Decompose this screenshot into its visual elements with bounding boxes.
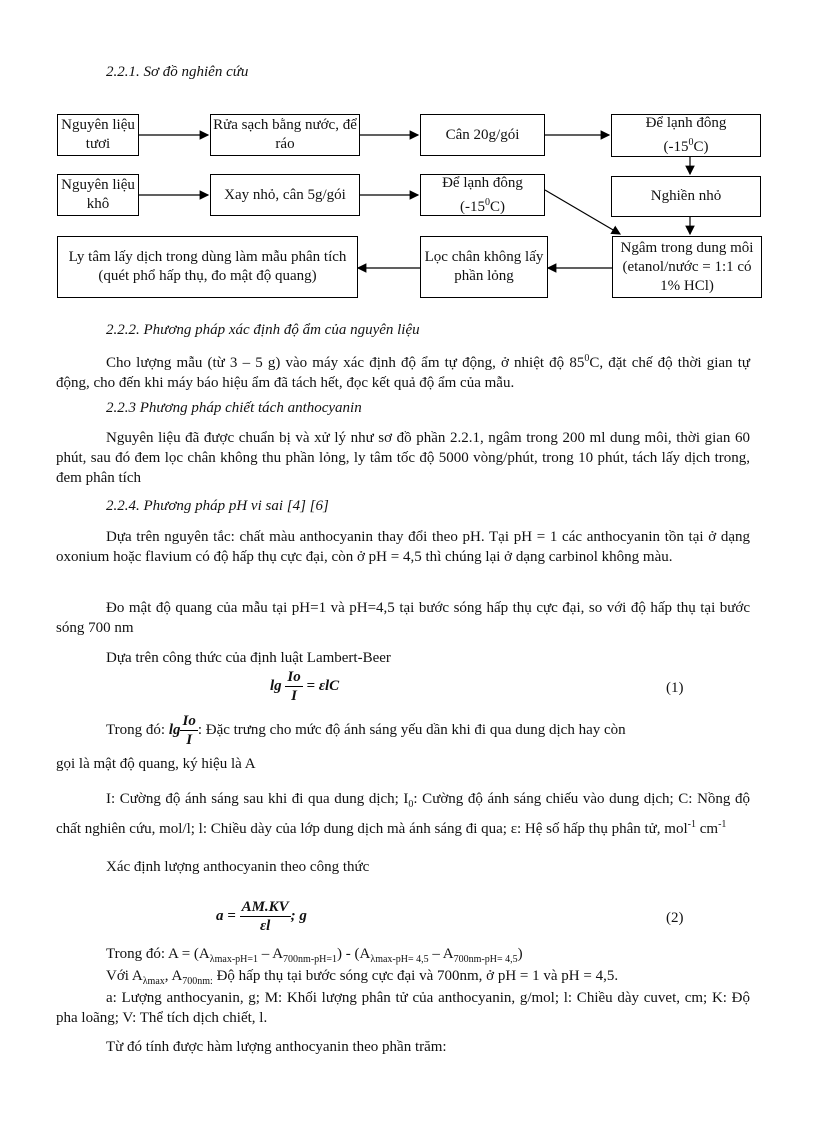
paragraph-lambert-beer: Dựa trên công thức của định luật Lambert-Beer	[106, 650, 391, 666]
section-2-2-4-heading: 2.2.4. Phương pháp pH vi sai [4] [6]	[106, 498, 329, 514]
flow-box-wash: Rửa sạch bằng nước, để ráo	[210, 114, 360, 156]
paragraph-measure: Đo mật độ quang của mẫu tại pH=1 và pH=4,5 tại bước sóng hấp thụ cực đại, so với độ hấp thụ tại bước sóng 700 nm	[56, 600, 750, 636]
flow-box-freeze-2: Để lạnh đông $(-15^0C)$	[420, 174, 545, 216]
paragraph-moisture: Cho lượng mẫu (từ 3 – 5 g) vào máy xác định độ ẩm tự động, ở nhiệt độ $85^0C$, đặt chế độ thời gian tự động, cho đến khi máy báo hiệu ẩm đã tách hết, đọc kết quả độ ẩm của mẫu.	[56, 353, 750, 391]
paragraph-where-2: Trong đó: $A = (A_{\lambda max-pH=1} - A_{700nm-pH=1}) - (A_{\lambda max-pH= 4,5} - A_{700nm-pH= 4,5})$	[106, 946, 523, 965]
flow-box-grind-weigh: Xay nhỏ, cân 5g/gói	[210, 174, 360, 216]
section-2-2-1-heading: 2.2.1. Sơ đồ nghiên cứu	[106, 64, 249, 80]
flow-box-soak-solvent: Ngâm trong dung môi (etanol/nước = 1:1 có 1% HCl)	[612, 236, 762, 298]
equation-2: a = $\frac{AM.KV}{\varepsilon l}$ ; g	[216, 899, 307, 934]
flow-box-weigh-20g: Cân 20g/gói	[420, 114, 545, 156]
flow-box-freeze-1: Để lạnh đông $(-15^0C)$	[611, 114, 761, 157]
flow-box-fresh-material: Nguyên liệu tươi	[57, 114, 139, 156]
paragraph-variables: a: Lượng anthocyanin, g; M: Khối lượng phân tử của anthocyanin, g/mol; l: Chiều dày cuvet, cm; K: Độ pha loãng; V: Thể tích dịch chiết, l.	[56, 990, 750, 1026]
section-2-2-3-heading: 2.2.3 Phương pháp chiết tách anthocyanin	[106, 400, 362, 416]
section-2-2-2-heading: 2.2.2. Phương pháp xác định độ ẩm của nguyên liệu	[106, 322, 420, 338]
paragraph-optical-density: gọi là mật độ quang, ký hiệu là A	[56, 756, 256, 772]
flow-box-crush: Nghiền nhỏ	[611, 176, 761, 217]
flow-box-vacuum-filter: Lọc chân không lấy phần lỏng	[420, 236, 548, 298]
flow-box-centrifuge: Ly tâm lấy dịch trong dùng làm mẫu phân tích (quét phổ hấp thụ, đo mật độ quang)	[57, 236, 358, 298]
paragraph-definitions: I: Cường độ ánh sáng sau khi đi qua dung dịch; $I_0$: Cường độ ánh sáng chiếu vào dung dịch; C: Nồng độ chất nghiên cứu, mol/l; l: Chiều dày của lớp dung dịch mà ánh sáng đi qua; ε: Hệ số hấp thụ phân tử, mol$^{-1}$ $cm^{-1}$	[56, 791, 751, 837]
flow-box-dry-material: Nguyên liệu khô	[57, 174, 139, 216]
paragraph-with: Với $A_{\lambda max}$, $A_{700nm:}$ Độ hấp thụ tại bước sóng cực đại và 700nm, ở pH = 1 và pH = 4,5.	[106, 968, 619, 987]
paragraph-extraction: Nguyên liệu đã được chuẩn bị và xử lý như sơ đồ phần 2.2.1, ngâm trong 200 ml dung môi, thời gian 60 phút, sau đó đem lọc chân không thu phần lỏng, ly tâm tốc độ 5000 vòng/phút, trong 10 phút, tách lấy dịch trong, đem phân tích	[56, 430, 750, 486]
equation-1-number: (1)	[666, 680, 684, 696]
paragraph-determine: Xác định lượng anthocyanin theo công thức	[106, 859, 370, 875]
paragraph-percent: Từ đó tính được hàm lượng anthocyanin theo phần trăm:	[106, 1039, 447, 1055]
equation-1: lg $\frac{Io}{I}$ = εlC	[270, 669, 340, 704]
equation-2-number: (2)	[666, 910, 684, 926]
paragraph-where-1: Trong đó: lg $\frac{Io}{I}$ : Đặc trưng cho mức độ ánh sáng yếu dần khi đi qua dung dịch hay còn	[106, 713, 626, 748]
paragraph-principle: Dựa trên nguyên tắc: chất màu anthocyanin thay đổi theo pH. Tại pH = 1 các anthocyanin tồn tại ở dạng oxonium hoặc flavium có độ hấp thụ cực đại, còn ở pH = 4,5 thì chúng lại ở dạng carbinol không màu.	[56, 529, 750, 565]
arrow-7-11	[545, 190, 620, 234]
